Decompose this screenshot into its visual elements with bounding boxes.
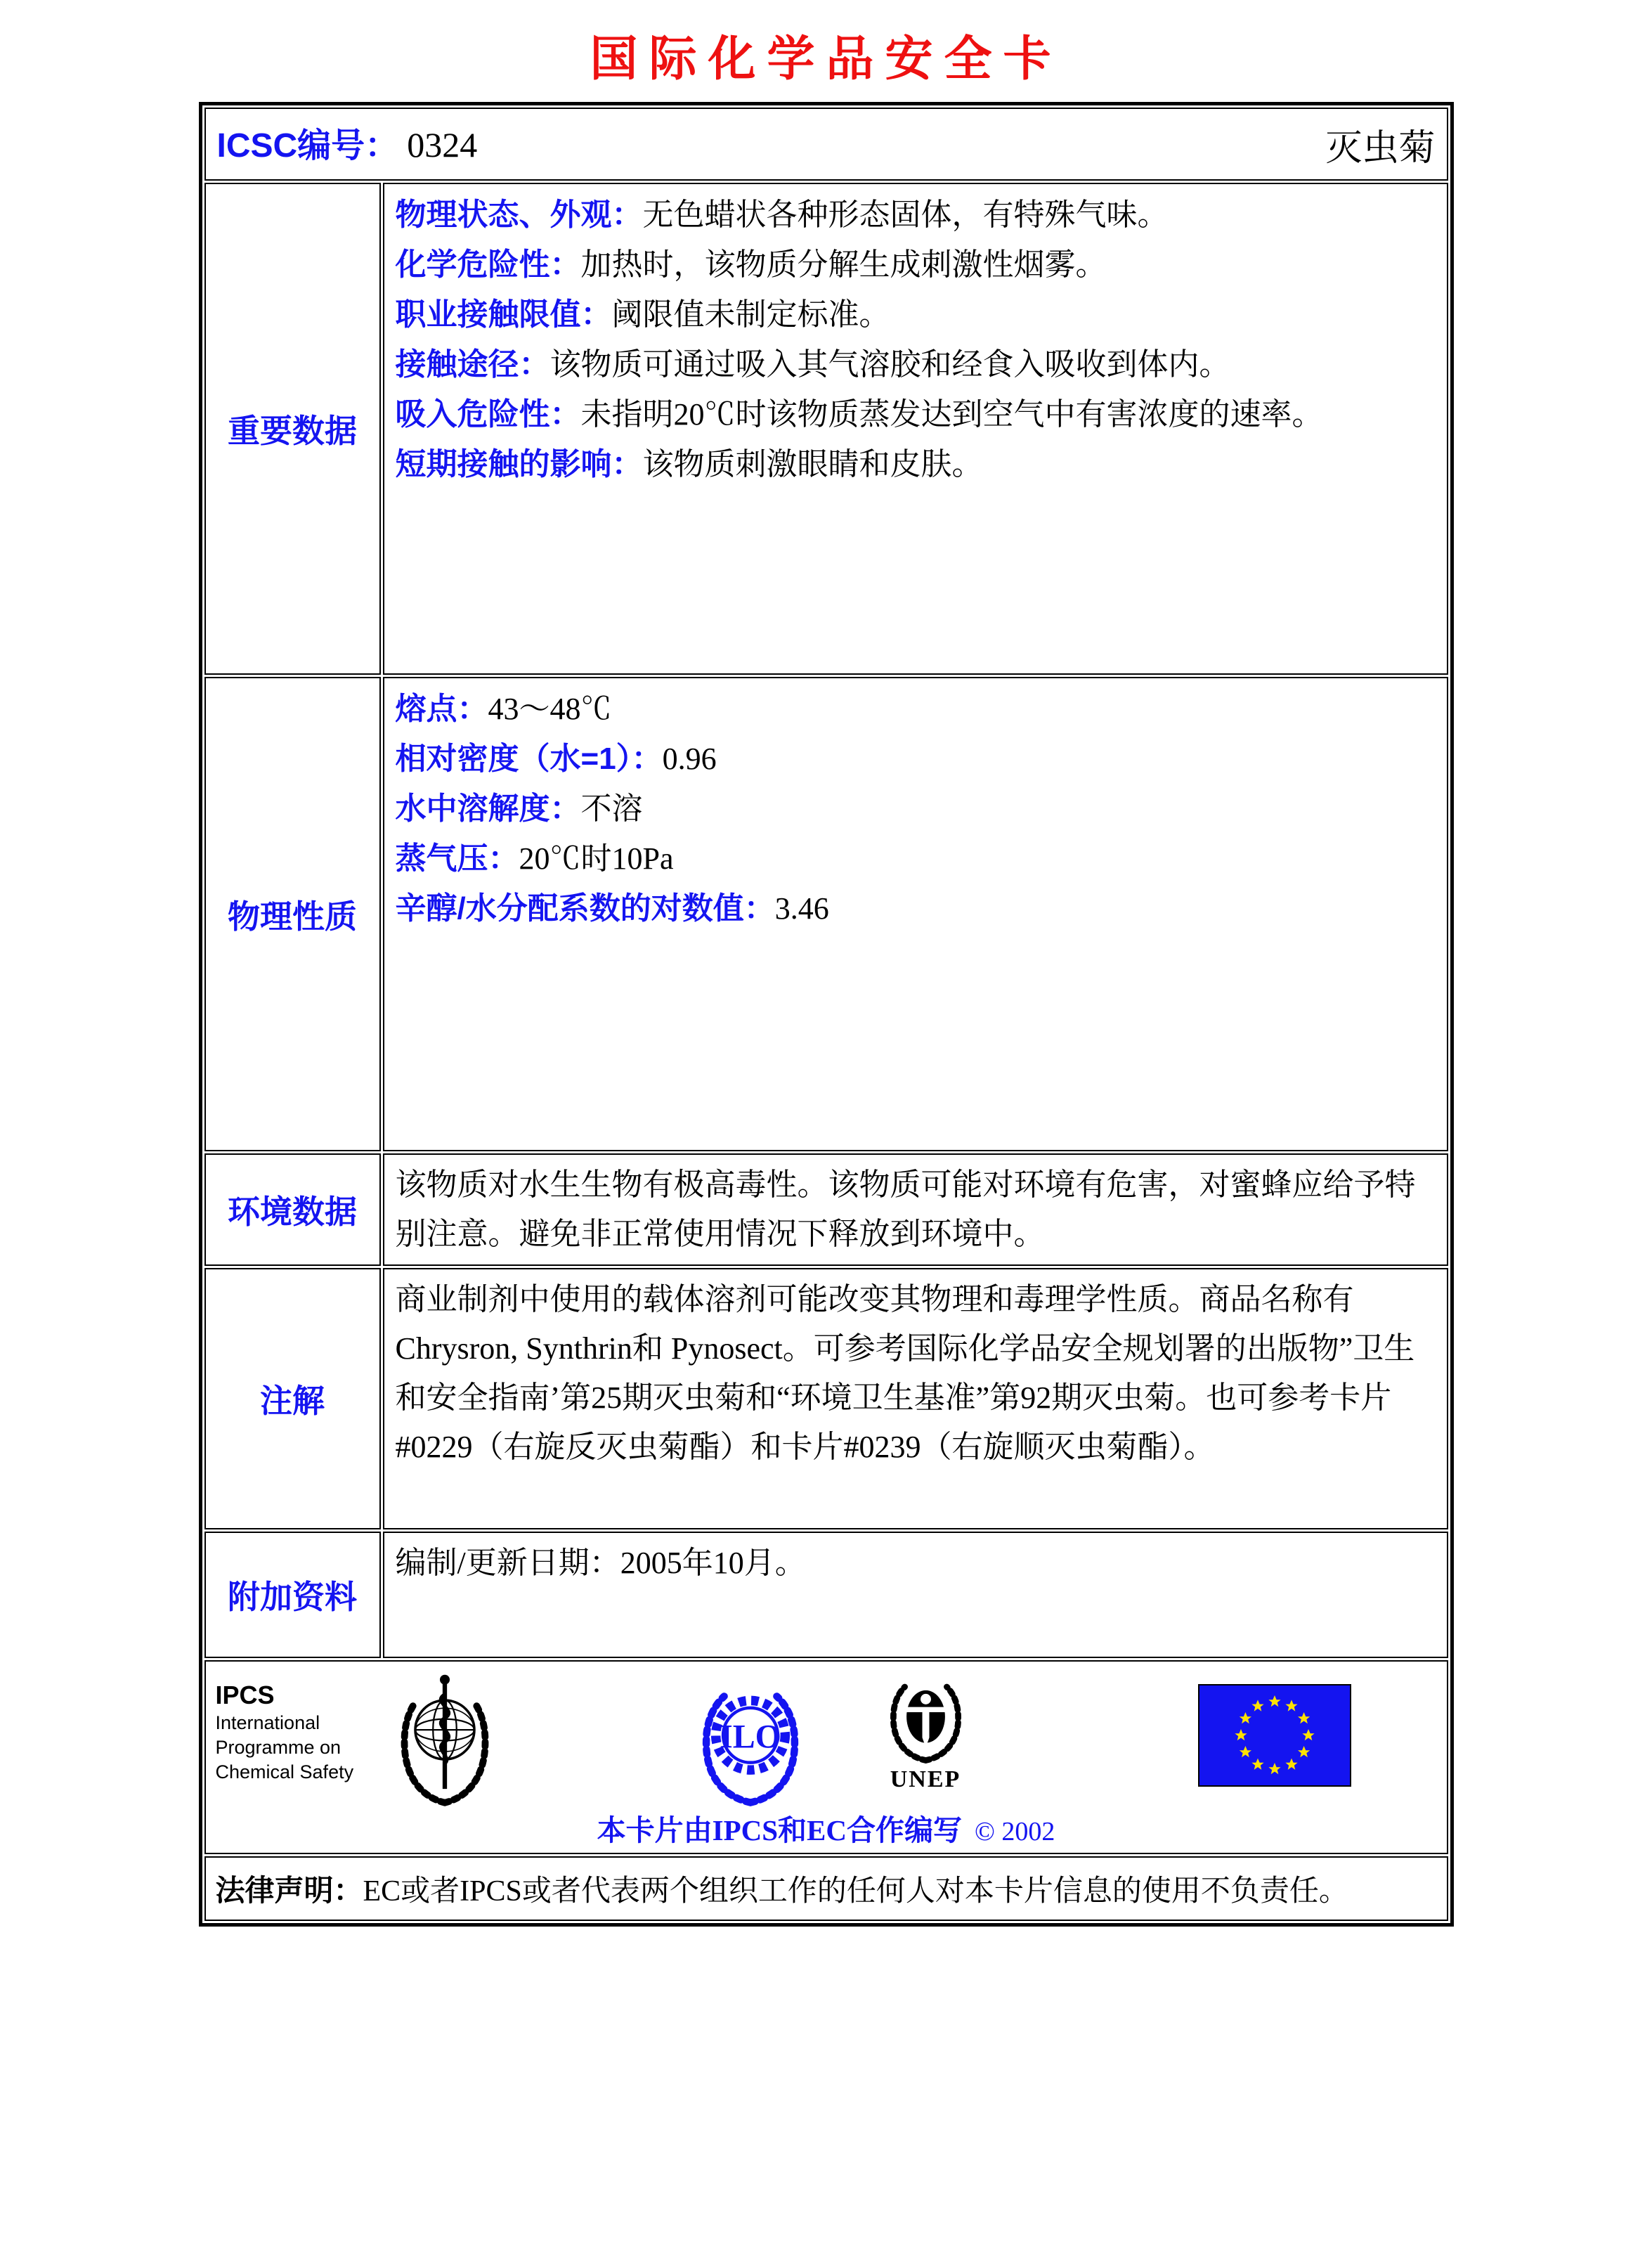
additional-info-row	[204, 1532, 1448, 1658]
physical-properties-row	[204, 677, 1448, 1151]
eu-flag-icon	[1198, 1684, 1351, 1790]
icsc-card-table	[199, 102, 1454, 1927]
kv-key: 职业接触限值：	[395, 297, 612, 332]
legal-row	[204, 1856, 1448, 1921]
kv-value: 43～48℃	[488, 692, 612, 726]
page-title: 国际化学品安全卡	[590, 32, 1062, 86]
kv-key: 熔点：	[395, 692, 488, 726]
kv-value: 无色蜡状各种形态固体，有特殊气味。	[642, 198, 1169, 232]
kv-value: 加热时，该物质分解生成刺激性烟雾。	[580, 247, 1107, 282]
notes-text: 商业制剂中使用的载体溶剂可能改变其物理和毒理学性质。商品名称有 Chrysron, Synthrin和 Pynosect。可参考国际化学品安全规划署的出版物”卫生和安全指南’第25期灭虫菊和“环境卫生基准”第92期灭虫菊。也可参考卡片#0229（右旋反灭虫菊酯）和卡片#0239（右旋顺灭虫菊酯）。	[395, 1282, 1415, 1464]
kv-key: 蒸气压：	[395, 841, 519, 876]
kv-physical-state	[396, 190, 1436, 240]
kv-value: 20℃时10Pa	[519, 841, 674, 876]
environmental-data-content	[383, 1153, 1448, 1266]
environmental-data-text: 该物质对水生生物有极高毒性。该物质可能对环境有危害，对蜜蜂应给予特别注意。避免非正常使用情况下释放到环境中。	[395, 1167, 1416, 1251]
icsc-page	[0, 21, 1652, 2252]
ipcs-line3: Chemical Safety	[215, 1761, 354, 1782]
kv-chemical-danger	[396, 240, 1436, 290]
copyright-text: © 2002	[975, 1817, 1055, 1846]
legal-text: EC或者IPCS或者代表两个组织工作的任何人对本卡片信息的使用不负责任。	[363, 1875, 1348, 1908]
logos-cell	[204, 1660, 1448, 1854]
additional-info-content	[383, 1532, 1448, 1658]
notes-content	[383, 1268, 1448, 1529]
icsc-number-value: 0324	[407, 124, 478, 164]
kv-key: 吸入危险性：	[395, 397, 581, 432]
caption-text: 本卡片由IPCS和EC合作编写	[597, 1814, 962, 1846]
kv-exposure-route	[396, 339, 1436, 389]
kv-key: 接触途径：	[395, 347, 550, 382]
kv-value: 不溶	[580, 791, 643, 826]
kv-key: 相对密度（水=1）：	[395, 742, 663, 776]
kv-relative-density	[396, 734, 1436, 784]
ipcs-acronym: IPCS	[215, 1681, 275, 1709]
physical-properties-content	[383, 677, 1448, 1151]
kv-key: 短期接触的影响：	[395, 447, 643, 481]
kv-value: 3.46	[774, 891, 829, 926]
icsc-number-label: ICSC编号：	[216, 127, 399, 164]
kv-value: 该物质可通过吸入其气溶胶和经食入吸收到体内。	[549, 347, 1230, 382]
unep-logo-icon	[882, 1673, 970, 1792]
cooperation-caption	[206, 1807, 1447, 1849]
kv-value: 该物质刺激眼睛和皮肤。	[642, 447, 983, 481]
important-data-row	[204, 183, 1448, 675]
kv-key: 化学危险性：	[395, 247, 581, 282]
notes-label: 注解	[204, 1268, 381, 1529]
logos-row	[204, 1660, 1448, 1854]
legal-cell	[204, 1856, 1448, 1921]
physical-properties-label: 物理性质	[204, 677, 381, 1151]
ipcs-line1: International	[215, 1712, 320, 1733]
who-logo-icon	[396, 1669, 494, 1816]
unep-label: UNEP	[890, 1766, 961, 1792]
kv-occupational-limit	[396, 290, 1436, 339]
chemical-name: 灭虫菊	[1325, 128, 1436, 169]
kv-water-solubility	[396, 784, 1436, 834]
kv-key: 物理状态、外观：	[395, 198, 643, 232]
environmental-data-row	[204, 1153, 1448, 1266]
additional-info-label: 附加资料	[204, 1532, 381, 1658]
notes-row	[204, 1268, 1448, 1529]
kv-value: 未指明20℃时该物质蒸发达到空气中有害浓度的速率。	[580, 397, 1323, 432]
kv-vapor-pressure	[396, 834, 1436, 884]
important-data-label: 重要数据	[204, 183, 381, 675]
kv-key: 水中溶解度：	[395, 791, 581, 826]
kv-short-term-effects	[396, 439, 1436, 489]
legal-label: 法律声明：	[215, 1874, 363, 1907]
kv-melting-point	[396, 684, 1436, 734]
ipcs-text-block	[216, 1680, 354, 1785]
ilo-logo-icon	[698, 1674, 803, 1811]
important-data-content	[383, 183, 1448, 675]
additional-info-text: 编制/更新日期：2005年10月。	[395, 1546, 806, 1580]
environmental-data-label: 环境数据	[204, 1153, 381, 1266]
ipcs-line2: Programme on	[215, 1737, 342, 1758]
kv-value: 0.96	[662, 742, 717, 776]
kv-octanol-water	[396, 884, 1436, 933]
kv-inhalation-risk	[396, 389, 1436, 439]
kv-key: 辛醇/水分配系数的对数值：	[395, 891, 775, 926]
kv-value: 阈限值未制定标准。	[611, 297, 890, 332]
ilo-letters: ILO	[719, 1718, 781, 1756]
header-row	[204, 108, 1448, 181]
header-cell	[204, 108, 1448, 181]
